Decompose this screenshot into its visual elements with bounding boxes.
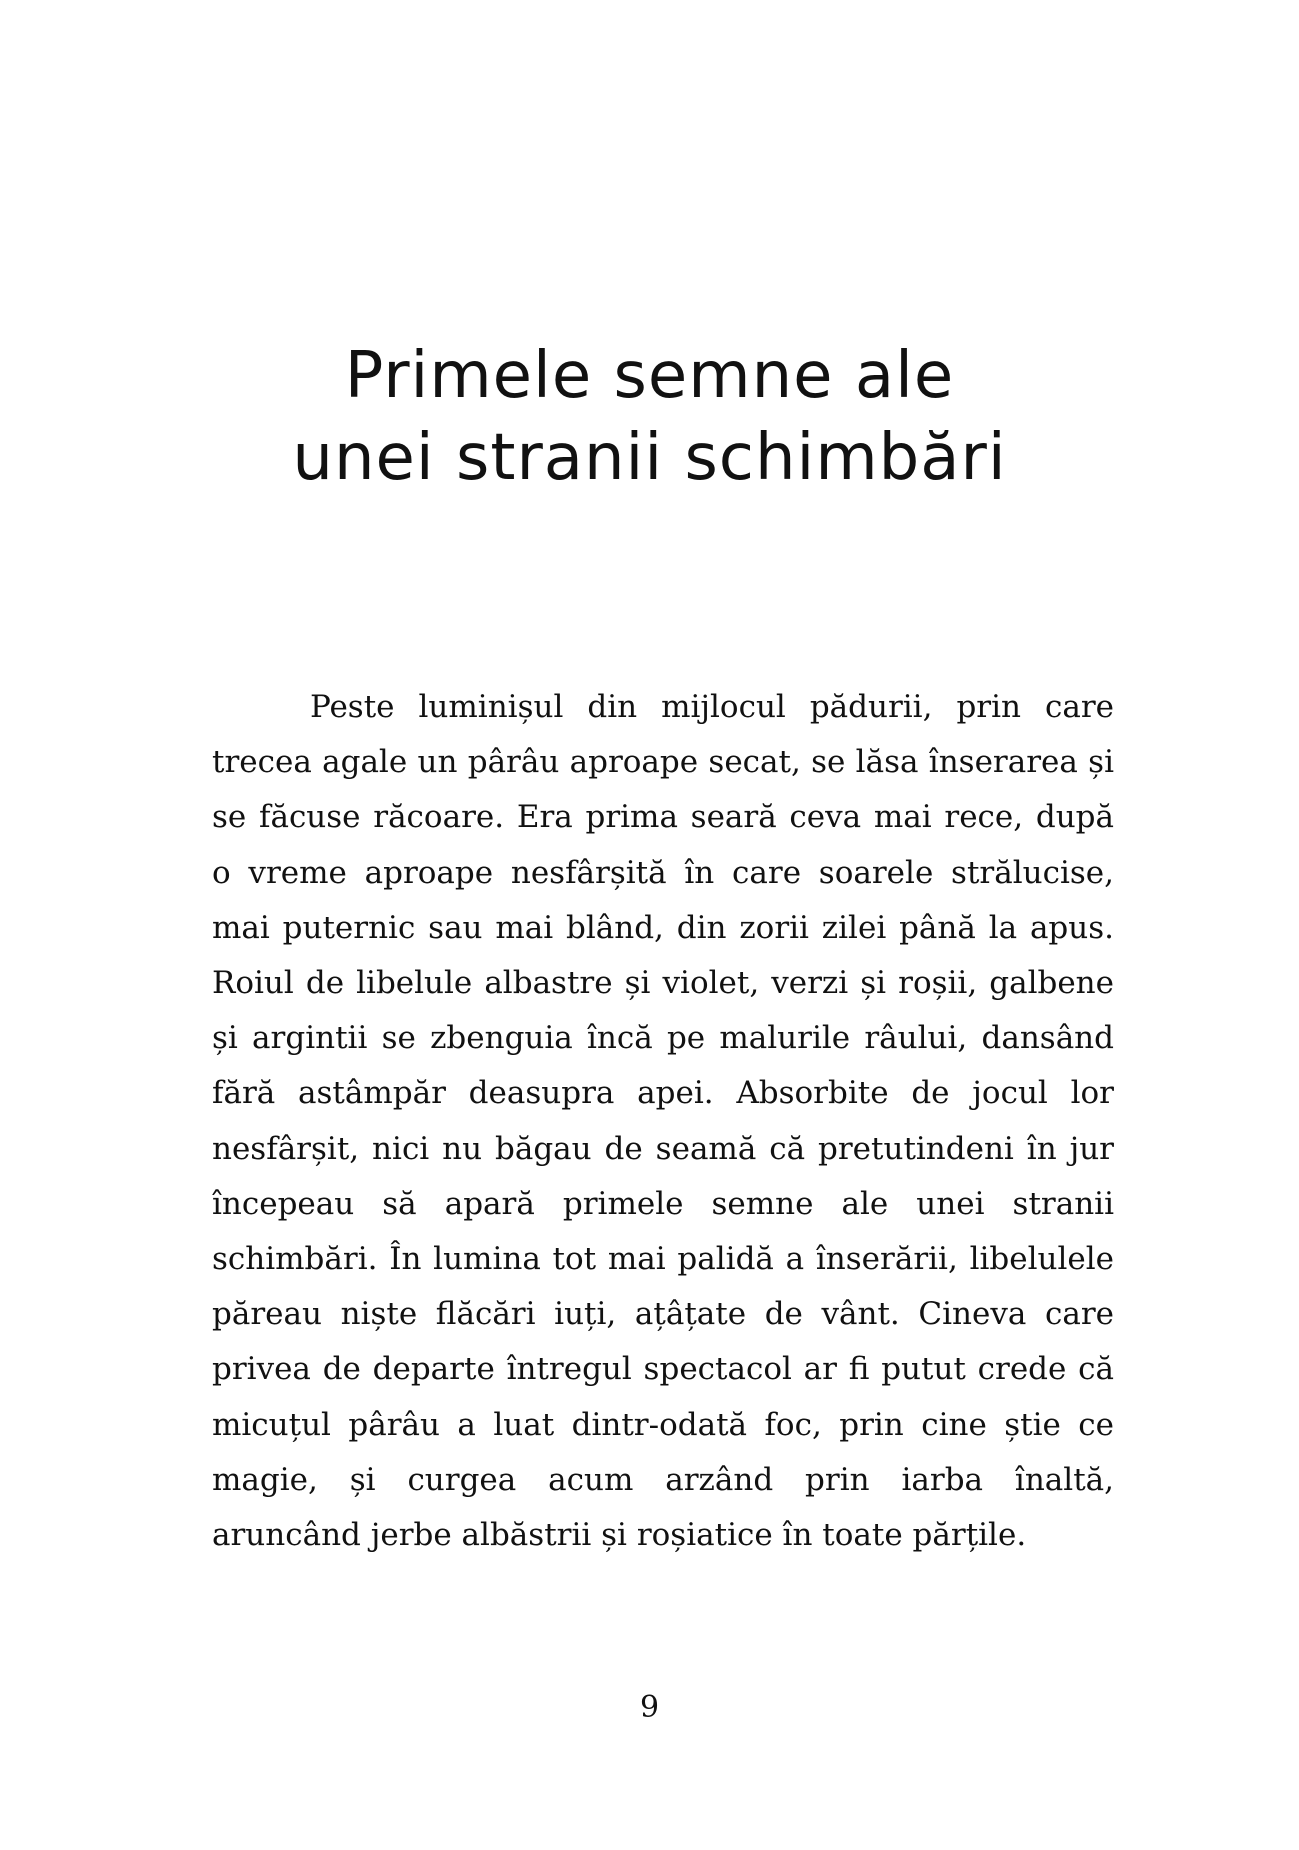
chapter-body (212, 680, 1114, 1563)
page-number: 9 (639, 1690, 660, 1725)
chapter-title-line-1: Primele semne ale (344, 338, 955, 413)
chapter-title (0, 335, 1299, 499)
chapter-title-line-2: unei stranii schimbări (292, 420, 1007, 495)
paragraph: Peste luminișul din mijlocul pădurii, prin care trecea agale un pârâu aproape secat, se lăsa înserarea și se făcuse răcoare. Era prima seară ceva mai rece, după o vreme aproape nesfârșită în care soarele strălucise, mai puternic sau mai blând, din zorii zilei până la apus. Roiul de libelule albastre și violet, verzi și roșii, galbene și argintii se zbenguia încă pe malurile râului, dansând fără astâmpăr deasupra apei. Absorbite de jocul lor nesfârșit, nici nu băgau de seamă că pretutindeni în jur începeau să apară primele semne ale unei stranii schimbări. În lumina tot mai palidă a înserării, libelulele păreau niște flăcări iuți, ațâțate de vânt. Cineva care privea de departe întregul spectacol ar fi putut crede că micuțul pârâu a luat dintr-odată foc, prin cine știe ce magie, și curgea acum arzând prin iarba înaltă, aruncând jerbe albăstrii și roșiatice în toate părțile. (212, 689, 1114, 1554)
